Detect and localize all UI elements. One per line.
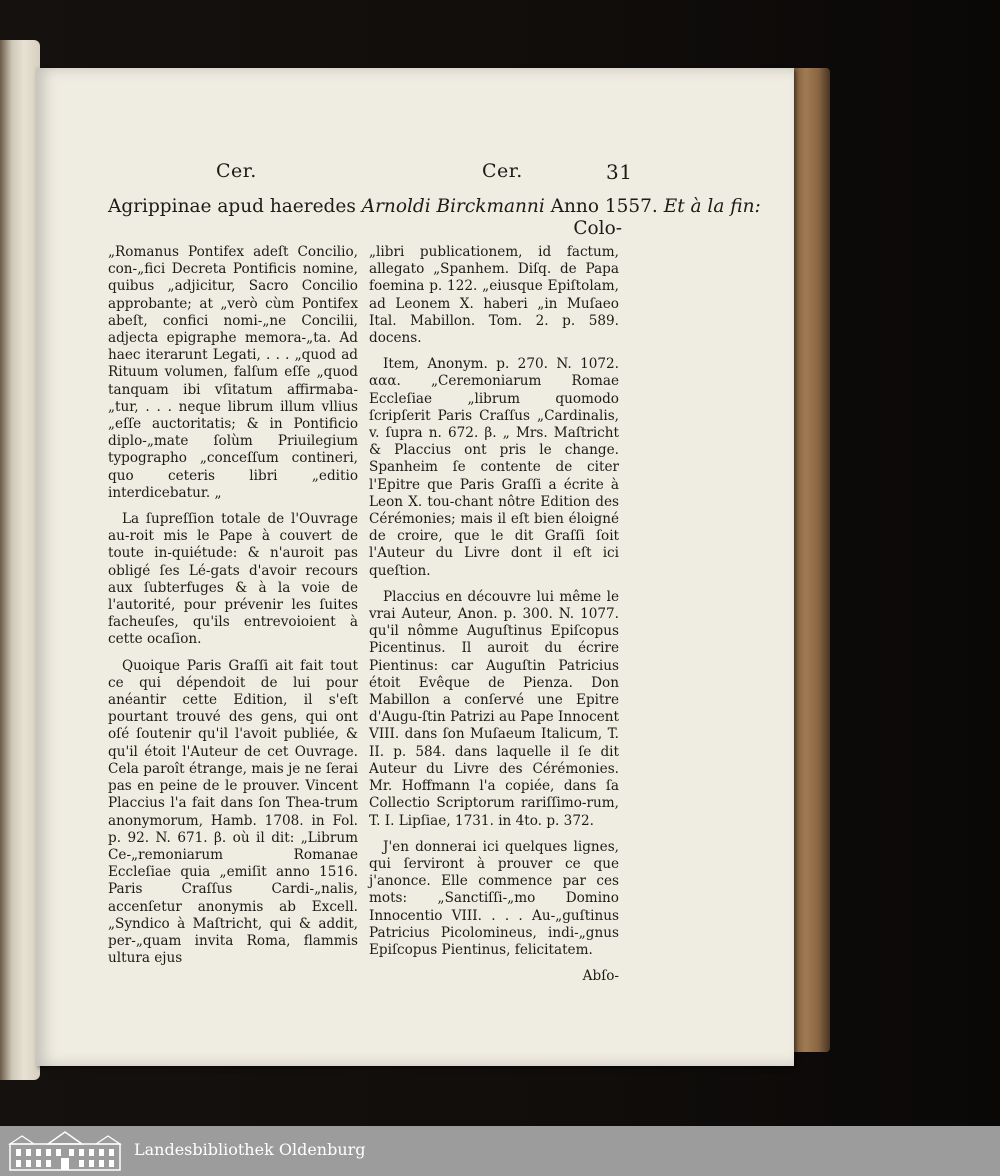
library-name: Landesbibliothek Oldenburg	[134, 1140, 366, 1159]
right-paragraph-4: J'en donnerai ici quelques lignes, qui ſerviront à prouver ce que j'anonce. Elle commence par ces mots: „Sanctiſſi-„mo Domino Innocentio VIII. . . . Au-„guſtinus Patricius Picolomineus, indi-„gnus Epiſcopus Pientinus, felicitatem.	[369, 838, 619, 958]
running-head-right: Cer.	[482, 160, 523, 182]
right-paragraph-2: Item, Anonym. p. 270. N. 1072. ααα. „Ceremoniarum Romae Eccleſiae „librum quomodo ſcripſerit Paris Craſſus „Cardinalis, v. ſupra n. 672. β. „ Mrs. Maſtricht & Placcius ont pris le change. Spanheim ſe contente de citer l'Epitre que Paris Graſſi a écrite à Leon X. tou-chant nôtre Edition des Cérémonies; mais il eſt bien éloigné de croire, que le dit Graſſi ſoit l'Auteur du Livre dont il eſt ici queſtion.	[369, 356, 619, 579]
title-continuation: Colo-	[573, 218, 622, 239]
title-italic-1: Arnoldi Birckmanni	[361, 196, 545, 217]
title-text-1: Agrippinae apud haeredes	[108, 196, 362, 217]
title-text-2: Anno 1557.	[544, 196, 664, 217]
left-column	[108, 244, 358, 976]
running-head-left: Cer.	[216, 160, 257, 182]
left-paragraph-2: La ſupreſſion totale de l'Ouvrage au-roit mis le Pape à couvert de toute in-quiétude: & n'auroit pas obligé ſes Lé-gats d'avoir recours aux ſubterfuges & à la voie de l'autorité, pour prévenir les ſuites facheuſes, qu'ils entrevoioient à cette ocaſion.	[108, 511, 358, 648]
title-italic-2: Et à la fin:	[663, 196, 761, 217]
page-number: 31	[606, 160, 633, 184]
previous-page-edge	[0, 40, 40, 1080]
right-paragraph-3: Placcius en découvre lui même le vrai Auteur, Anon. p. 300. N. 1077. qu'il nômme Auguſtinus Epiſcopus Picentinus. Il auroit du écrire Pientinus: car Auguſtin Patricius étoit Evêque de Pienza. Don Mabillon a conſervé une Epitre d'Augu-ſtin Patrizi au Pape Innocent VIII. dans ſon Muſaeum Italicum, T. II. p. 584. dans laquelle il ſe dit Auteur du Livre des Cérémonies. Mr. Hoffmann l'a copiée, dans ſa Collectio Scriptorum rariſſimo-rum, T. I. Lipſiae, 1731. in 4to. p. 372.	[369, 588, 619, 829]
title-line	[108, 196, 761, 217]
catchword: Abſo-	[582, 968, 619, 985]
right-paragraph-1: „libri publicationem, id factum, allegato „Spanhem. Diſq. de Papa foemina p. 122. „eiusque Epiſtolam, ad Leonem X. haberi „in Muſaeo Ital. Mabillon. Tom. 2. p. 589. docens.	[369, 244, 619, 347]
book-page	[36, 68, 794, 1066]
left-paragraph-1: „Romanus Pontifex adeſt Concilio, con-„fici Decreta Pontificis nomine, quibus „adjicitur, Sacro Concilio approbante; at „verò cùm Pontifex abeſt, confici nomi-„ne Concilii, adjecta epigraphe memora-„ta. Ad haec iterarunt Legati, . . . „quod ad Rituum volumen, falſum eſſe „quod tanquam ibi vſitatum affirmaba-„tur, . . . neque librum illum vllius „eſſe auctoritatis; & in Pontificio diplo-„mate ſolùm Priuilegium typographo „conceſſum contineri, quo ceteris libri „editio interdicebatur. „	[108, 244, 358, 501]
library-footer-bar	[0, 1126, 1000, 1176]
library-building-logo-icon	[8, 1130, 122, 1172]
right-column	[369, 244, 619, 985]
left-paragraph-3: Quoique Paris Graſſi ait fait tout ce qui dépendoit de lui pour anéantir cette Edition, il s'eſt pourtant trouvé des gens, qui ont oſé ſoutenir qu'il l'avoit publiée, & qu'il étoit l'Auteur de cet Ouvrage. Cela paroît étrange, mais je ne ſerai pas en peine de le prouver. Vincent Placcius l'a fait dans ſon Thea-trum anonymorum, Hamb. 1708. in Fol. p. 92. N. 671. β. où il dit: „Librum Ce-„remoniarum Romanae Eccleſiae quia „emiſit anno 1516. Paris Craſſus Cardi-„nalis, accenſetur anonymis ab Excell. „Syndico à Maſtricht, qui & addit, per-„quam invita Roma, flammis ultura ejus	[108, 657, 358, 967]
book-cover-edge	[790, 68, 830, 1052]
